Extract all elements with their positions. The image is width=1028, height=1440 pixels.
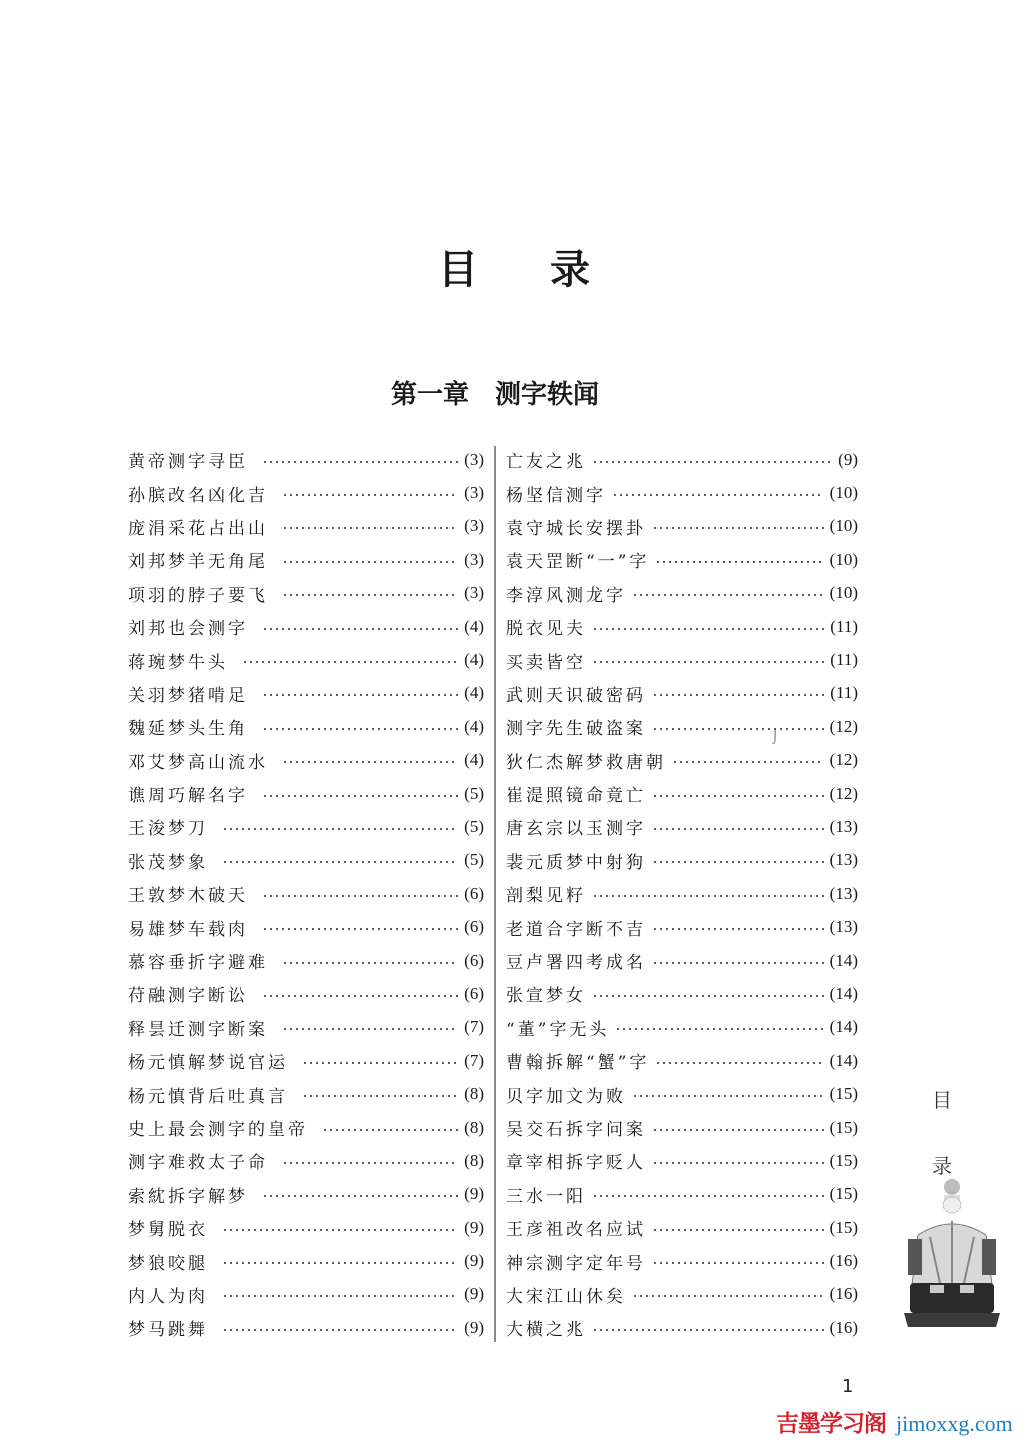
toc-entry-page: (10) bbox=[829, 483, 858, 503]
toc-entry[interactable] bbox=[128, 476, 484, 509]
dot-leader bbox=[262, 895, 458, 897]
toc-entry-page: (5) bbox=[464, 850, 484, 870]
watermark-name: 吉墨学习阁 bbox=[776, 1411, 886, 1437]
dot-leader bbox=[222, 1329, 458, 1331]
page-title-char: 录 bbox=[550, 246, 590, 293]
seated-statue-icon bbox=[900, 1175, 1004, 1335]
toc-left-column bbox=[128, 443, 484, 1345]
toc-entry[interactable] bbox=[506, 1278, 858, 1311]
toc-entry-page: (7) bbox=[464, 1050, 484, 1070]
chapter-title bbox=[0, 374, 990, 411]
toc-entry-title: 杨元慎背后吐真言 bbox=[128, 1086, 288, 1107]
toc-entry[interactable] bbox=[128, 1311, 484, 1344]
toc-entry-title: 豆卢署四考成名 bbox=[506, 953, 646, 974]
toc-entry-title: 梦马跳舞 bbox=[128, 1320, 208, 1341]
toc-entry-page: (13) bbox=[829, 917, 858, 937]
toc-entry-page: (9) bbox=[464, 1217, 484, 1237]
toc-entry-page: (14) bbox=[829, 1050, 858, 1070]
toc-entry-page: (9) bbox=[464, 1184, 484, 1204]
toc-entry-title: 贝字加文为败 bbox=[506, 1086, 626, 1107]
toc-entry[interactable] bbox=[506, 577, 858, 610]
toc-entry-title: 苻融测字断讼 bbox=[128, 986, 248, 1007]
toc-entry-title: 唐玄宗以玉测字 bbox=[506, 819, 646, 840]
dot-leader bbox=[652, 728, 824, 730]
dot-leader bbox=[262, 795, 458, 797]
page-number: 1 bbox=[842, 1376, 854, 1397]
chapter-name: 测字轶闻 bbox=[495, 380, 600, 410]
toc-entry-title: 狄仁杰解梦救唐朝 bbox=[506, 752, 666, 773]
dot-leader bbox=[262, 995, 458, 997]
dot-leader bbox=[282, 527, 458, 529]
dot-leader bbox=[652, 1129, 824, 1131]
dot-leader bbox=[655, 1062, 823, 1064]
toc-entry-title: “董”字无头 bbox=[506, 1019, 610, 1040]
toc-entry-page: (4) bbox=[464, 683, 484, 703]
toc-entry-title: 梦舅脱衣 bbox=[128, 1220, 208, 1241]
toc-entry[interactable] bbox=[506, 777, 858, 810]
dot-leader bbox=[652, 861, 824, 863]
toc-entry[interactable] bbox=[128, 1244, 484, 1277]
toc-entry-title: 袁天罡断“一”字 bbox=[506, 552, 650, 573]
toc-entry[interactable] bbox=[506, 877, 858, 910]
toc-entry[interactable] bbox=[128, 610, 484, 643]
toc-entry-title: 袁守城长安摆卦 bbox=[506, 518, 646, 539]
toc-entry[interactable] bbox=[506, 1111, 858, 1144]
side-label-char: 录 bbox=[932, 1154, 952, 1178]
toc-entry-page: (8) bbox=[464, 1084, 484, 1104]
toc-entry[interactable] bbox=[506, 810, 858, 843]
toc-entry-title: 亡友之兆 bbox=[506, 452, 586, 473]
toc-entry-page: (4) bbox=[464, 750, 484, 770]
toc-entry-title: 史上最会测字的皇帝 bbox=[128, 1120, 308, 1140]
toc-entry-page: (11) bbox=[830, 616, 858, 636]
toc-entry-title: 刘邦也会测字 bbox=[128, 619, 248, 640]
toc-entry-page: (8) bbox=[464, 1117, 484, 1137]
toc-entry[interactable] bbox=[128, 1044, 484, 1077]
toc-entry-page: (15) bbox=[829, 1117, 858, 1137]
toc-entry[interactable] bbox=[128, 643, 484, 676]
dot-leader bbox=[282, 561, 458, 563]
toc-entry-title: 章宰相拆字贬人 bbox=[506, 1153, 646, 1174]
chapter-number: 第一章 bbox=[390, 380, 469, 410]
dot-leader bbox=[592, 995, 824, 997]
toc-entry[interactable] bbox=[506, 1077, 858, 1110]
toc-entry-title: 刘邦梦羊无角尾 bbox=[128, 552, 268, 573]
toc-entry[interactable] bbox=[128, 577, 484, 610]
toc-entry-page: (12) bbox=[829, 716, 858, 736]
toc-entry[interactable] bbox=[128, 1278, 484, 1311]
toc-entry-title: 神宗测字定年号 bbox=[506, 1253, 646, 1274]
toc-right-column bbox=[506, 443, 858, 1345]
toc-entry-title: 杨元慎解梦说官运 bbox=[128, 1053, 288, 1074]
dot-leader bbox=[652, 1262, 824, 1264]
toc-entry-page: (3) bbox=[464, 516, 484, 536]
dot-leader bbox=[262, 461, 458, 463]
toc-entry[interactable] bbox=[128, 1011, 484, 1044]
dot-leader bbox=[282, 1028, 458, 1030]
toc-entry-title: 梦狼咬腿 bbox=[128, 1253, 208, 1274]
toc-entry-page: (3) bbox=[464, 549, 484, 569]
toc-entry-page: (9) bbox=[464, 1251, 484, 1271]
dot-leader bbox=[632, 1295, 824, 1297]
toc-entry-title: 吴交石拆字问案 bbox=[506, 1120, 646, 1140]
toc-entry-title: 李淳风测龙字 bbox=[506, 585, 626, 606]
toc-entry[interactable] bbox=[506, 1244, 858, 1277]
toc-entry[interactable] bbox=[506, 677, 858, 710]
dot-leader bbox=[262, 728, 458, 730]
toc-entry-title: 索紞拆字解梦 bbox=[128, 1186, 248, 1207]
dot-leader bbox=[222, 1229, 458, 1231]
toc-entry[interactable] bbox=[128, 443, 484, 476]
page-title bbox=[0, 238, 1028, 295]
toc-entry-title: 崔湜照镜命竟亡 bbox=[506, 786, 646, 807]
dot-leader bbox=[282, 1162, 458, 1164]
toc-entry[interactable] bbox=[506, 944, 858, 977]
dot-leader bbox=[222, 861, 458, 863]
toc-entry-title: 释昙迁测字断案 bbox=[128, 1019, 268, 1040]
dot-leader bbox=[652, 962, 824, 964]
dot-leader bbox=[632, 594, 824, 596]
toc-entry-page: (9) bbox=[464, 1284, 484, 1304]
toc-entry-title: 孙膑改名凶化吉 bbox=[128, 485, 268, 506]
toc-entry-title: 测字难救太子命 bbox=[128, 1153, 268, 1174]
toc-entry-title: 谯周巧解名字 bbox=[128, 786, 248, 807]
toc-entry[interactable] bbox=[506, 1144, 858, 1177]
dot-leader bbox=[302, 1062, 458, 1064]
toc-entry-title: 王敦梦木破天 bbox=[128, 886, 248, 907]
dot-leader bbox=[222, 828, 458, 830]
toc-entry-page: (15) bbox=[829, 1084, 858, 1104]
toc-entry[interactable] bbox=[506, 443, 858, 476]
toc-entry-page: (10) bbox=[829, 583, 858, 603]
text-cursor-icon: ⌡ bbox=[772, 730, 779, 744]
dot-leader bbox=[242, 661, 458, 663]
toc-entry-page: (8) bbox=[464, 1150, 484, 1170]
toc-entry[interactable] bbox=[506, 844, 858, 877]
dot-leader bbox=[652, 694, 824, 696]
dot-leader bbox=[672, 761, 824, 763]
toc-entry-page: (6) bbox=[464, 917, 484, 937]
toc-entry-title: 邓艾梦高山流水 bbox=[128, 752, 268, 773]
toc-entry[interactable] bbox=[128, 910, 484, 943]
toc-entry-page: (14) bbox=[829, 950, 858, 970]
toc-entry[interactable] bbox=[506, 643, 858, 676]
dot-leader bbox=[592, 1195, 824, 1197]
dot-leader bbox=[262, 694, 458, 696]
toc-entry-title: 大宋江山休矣 bbox=[506, 1286, 626, 1307]
toc-entry[interactable] bbox=[506, 510, 858, 543]
toc-entry[interactable] bbox=[128, 1144, 484, 1177]
toc-entry-page: (4) bbox=[464, 616, 484, 636]
toc-entry[interactable] bbox=[128, 1178, 484, 1211]
dot-leader bbox=[652, 1229, 824, 1231]
toc-entry-title: 张宣梦女 bbox=[506, 986, 586, 1007]
toc-entry[interactable] bbox=[128, 877, 484, 910]
toc-entry-page: (3) bbox=[464, 583, 484, 603]
toc-entry-title: 魏延梦头生角 bbox=[128, 719, 248, 740]
toc-entry[interactable] bbox=[128, 810, 484, 843]
toc-entry-page: (15) bbox=[829, 1184, 858, 1204]
toc-entry-title: 关羽梦猪啃足 bbox=[128, 685, 248, 706]
toc-entry-title: 易雄梦车载肉 bbox=[128, 919, 248, 940]
dot-leader bbox=[302, 1095, 458, 1097]
dot-leader bbox=[222, 1295, 458, 1297]
toc-entry-title: 王彦祖改名应试 bbox=[506, 1220, 646, 1241]
toc-entry[interactable] bbox=[128, 543, 484, 576]
toc-entry[interactable] bbox=[128, 1211, 484, 1244]
toc-entry[interactable] bbox=[506, 710, 858, 743]
toc-entry[interactable] bbox=[506, 1178, 858, 1211]
dot-leader bbox=[592, 628, 824, 630]
toc-entry-page: (13) bbox=[829, 850, 858, 870]
dot-leader bbox=[652, 1162, 824, 1164]
dot-leader bbox=[282, 962, 458, 964]
toc-entry-page: (14) bbox=[829, 1017, 858, 1037]
dot-leader bbox=[652, 928, 824, 930]
dot-leader bbox=[592, 661, 824, 663]
toc-entry[interactable] bbox=[506, 1211, 858, 1244]
dot-leader bbox=[592, 1329, 824, 1331]
toc-entry[interactable] bbox=[128, 1111, 484, 1144]
toc-entry[interactable] bbox=[128, 1077, 484, 1110]
toc-entry[interactable] bbox=[506, 1311, 858, 1344]
dot-leader bbox=[632, 1095, 824, 1097]
toc-entry-page: (10) bbox=[829, 516, 858, 536]
toc-entry-title: 庞涓采花占出山 bbox=[128, 518, 268, 539]
toc-entry-title: 项羽的脖子要飞 bbox=[128, 585, 268, 606]
dot-leader bbox=[282, 494, 458, 496]
toc-entry-page: (4) bbox=[464, 716, 484, 736]
toc-entry-page: (11) bbox=[830, 650, 858, 670]
toc-entry-page: (13) bbox=[829, 883, 858, 903]
dot-leader bbox=[592, 895, 824, 897]
toc-entry-title: 大横之兆 bbox=[506, 1320, 586, 1341]
toc-entry-page: (5) bbox=[464, 816, 484, 836]
dot-leader bbox=[322, 1129, 458, 1131]
toc-entry[interactable] bbox=[506, 1044, 858, 1077]
dot-leader bbox=[652, 828, 824, 830]
page-title-char: 目 bbox=[438, 246, 478, 293]
side-label-char: 目 bbox=[932, 1088, 952, 1112]
dot-leader bbox=[655, 561, 823, 563]
toc-entry-page: (14) bbox=[829, 983, 858, 1003]
toc-entry-title: 黄帝测字寻臣 bbox=[128, 452, 248, 473]
toc-entry-page: (12) bbox=[829, 750, 858, 770]
dot-leader bbox=[262, 928, 458, 930]
toc-entry[interactable] bbox=[506, 476, 858, 509]
toc-entry[interactable] bbox=[506, 910, 858, 943]
dot-leader bbox=[615, 1028, 823, 1030]
toc-entry-title: 老道合字断不吉 bbox=[506, 919, 646, 940]
toc-entry-title: 蒋琬梦牛头 bbox=[128, 652, 228, 673]
toc-entry-title: 慕容垂折字避难 bbox=[128, 953, 268, 974]
toc-entry[interactable] bbox=[128, 510, 484, 543]
dot-leader bbox=[652, 795, 824, 797]
watermark bbox=[776, 1405, 1013, 1438]
toc-entry-page: (9) bbox=[464, 1317, 484, 1337]
toc-entry-title: 三水一阳 bbox=[506, 1186, 586, 1207]
toc-entry-title: 武则天识破密码 bbox=[506, 685, 646, 706]
dot-leader bbox=[592, 461, 832, 463]
toc-entry-title: 剖梨见籽 bbox=[506, 886, 586, 907]
toc-entry-title: 王浚梦刀 bbox=[128, 819, 208, 840]
dot-leader bbox=[282, 594, 458, 596]
toc-entry-page: (4) bbox=[464, 650, 484, 670]
toc-entry[interactable] bbox=[506, 744, 858, 777]
toc-entry-title: 测字先生破盗案 bbox=[506, 719, 646, 740]
dot-leader bbox=[652, 527, 824, 529]
toc-entry-page: (7) bbox=[464, 1017, 484, 1037]
toc-entry[interactable] bbox=[128, 977, 484, 1010]
toc-entry-page: (6) bbox=[464, 883, 484, 903]
dot-leader bbox=[262, 628, 458, 630]
toc-entry[interactable] bbox=[506, 543, 858, 576]
toc-entry[interactable] bbox=[128, 944, 484, 977]
watermark-url: jimoxxg.com bbox=[896, 1411, 1013, 1436]
toc-entry-title: 裴元质梦中射狗 bbox=[506, 852, 646, 873]
dot-leader bbox=[222, 1262, 458, 1264]
dot-leader bbox=[612, 494, 824, 496]
toc-entry-page: (6) bbox=[464, 983, 484, 1003]
toc-entry[interactable] bbox=[128, 710, 484, 743]
dot-leader bbox=[282, 761, 458, 763]
column-divider bbox=[494, 446, 496, 1342]
toc-entry-title: 内人为肉 bbox=[128, 1286, 208, 1307]
toc-entry[interactable] bbox=[128, 744, 484, 777]
toc-entry-page: (16) bbox=[829, 1317, 858, 1337]
toc-entry-page: (3) bbox=[464, 449, 484, 469]
toc-entry-page: (9) bbox=[838, 449, 858, 469]
toc-entry[interactable] bbox=[128, 844, 484, 877]
toc-entry[interactable] bbox=[128, 677, 484, 710]
toc-entry-title: 杨坚信测字 bbox=[506, 485, 606, 506]
toc-entry-page: (16) bbox=[829, 1284, 858, 1304]
toc-entry-page: (10) bbox=[829, 549, 858, 569]
toc-entry[interactable] bbox=[506, 610, 858, 643]
toc-entry[interactable] bbox=[128, 777, 484, 810]
dot-leader bbox=[262, 1195, 458, 1197]
toc-entry-page: (11) bbox=[830, 683, 858, 703]
toc-entry-title: 买卖皆空 bbox=[506, 652, 586, 673]
toc-entry-title: 脱衣见夫 bbox=[506, 619, 586, 640]
toc-entry-page: (5) bbox=[464, 783, 484, 803]
toc-entry-page: (13) bbox=[829, 816, 858, 836]
toc-entry-title: 张茂梦象 bbox=[128, 852, 208, 873]
toc-entry-page: (16) bbox=[829, 1251, 858, 1271]
toc-entry-title: 曹翰拆解“蟹”字 bbox=[506, 1053, 650, 1074]
toc-entry-page: (3) bbox=[464, 483, 484, 503]
toc-entry-page: (15) bbox=[829, 1217, 858, 1237]
toc-entry[interactable] bbox=[506, 1011, 858, 1044]
toc-entry-page: (15) bbox=[829, 1150, 858, 1170]
toc-entry-page: (6) bbox=[464, 950, 484, 970]
toc-entry-page: (12) bbox=[829, 783, 858, 803]
toc-entry[interactable] bbox=[506, 977, 858, 1010]
